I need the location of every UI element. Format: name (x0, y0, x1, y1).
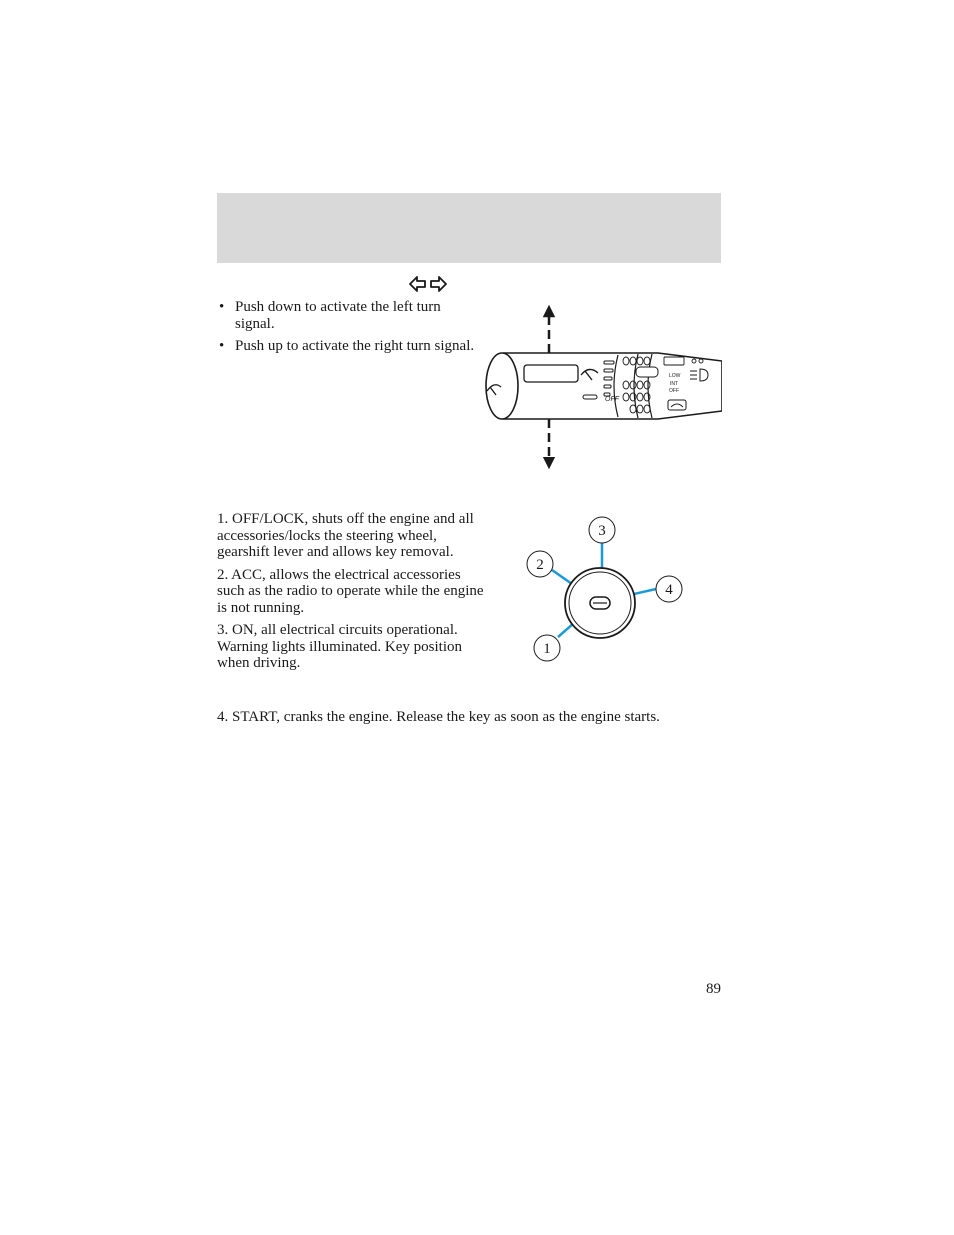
list-item: • Push down to activate the left turn signal. (219, 299, 441, 332)
off-label: OFF (605, 396, 619, 403)
page-number: 89 (706, 981, 721, 997)
low-label: LOW (669, 373, 681, 379)
callout-label: 2 (536, 557, 544, 573)
callout-label: 4 (665, 582, 673, 598)
ignition-switch-illustration (520, 512, 692, 664)
section-header-band (217, 193, 721, 263)
int-label: INT (670, 381, 679, 387)
turn-signal-instructions (217, 299, 477, 361)
list-item: • Push up to activate the right turn signal. (219, 338, 475, 354)
turn-signal-arrows-icon (408, 274, 448, 294)
turn-signal-stalk-illustration (478, 303, 722, 469)
ignition-position-item: 4. START, cranks the engine. Release the key as soon as the engine starts. (217, 709, 660, 725)
ignition-position-item: 3. ON, all electrical circuits operational. Warning lights illuminated. Key position when driving. (217, 622, 463, 671)
ignition-position-item: 1. OFF/LOCK, shuts off the engine and all accessories/locks the steering wheel, gearshift lever and allows key removal. (217, 511, 474, 560)
callout-label: 3 (598, 523, 606, 539)
stalk-window (524, 365, 578, 382)
off-position-label: OFF (669, 388, 679, 394)
ignition-positions (217, 511, 487, 678)
callout-label: 1 (543, 641, 551, 657)
ignition-position-item: 2. ACC, allows the electrical accessories such as the radio to operate while the engine is not running. (217, 566, 484, 616)
